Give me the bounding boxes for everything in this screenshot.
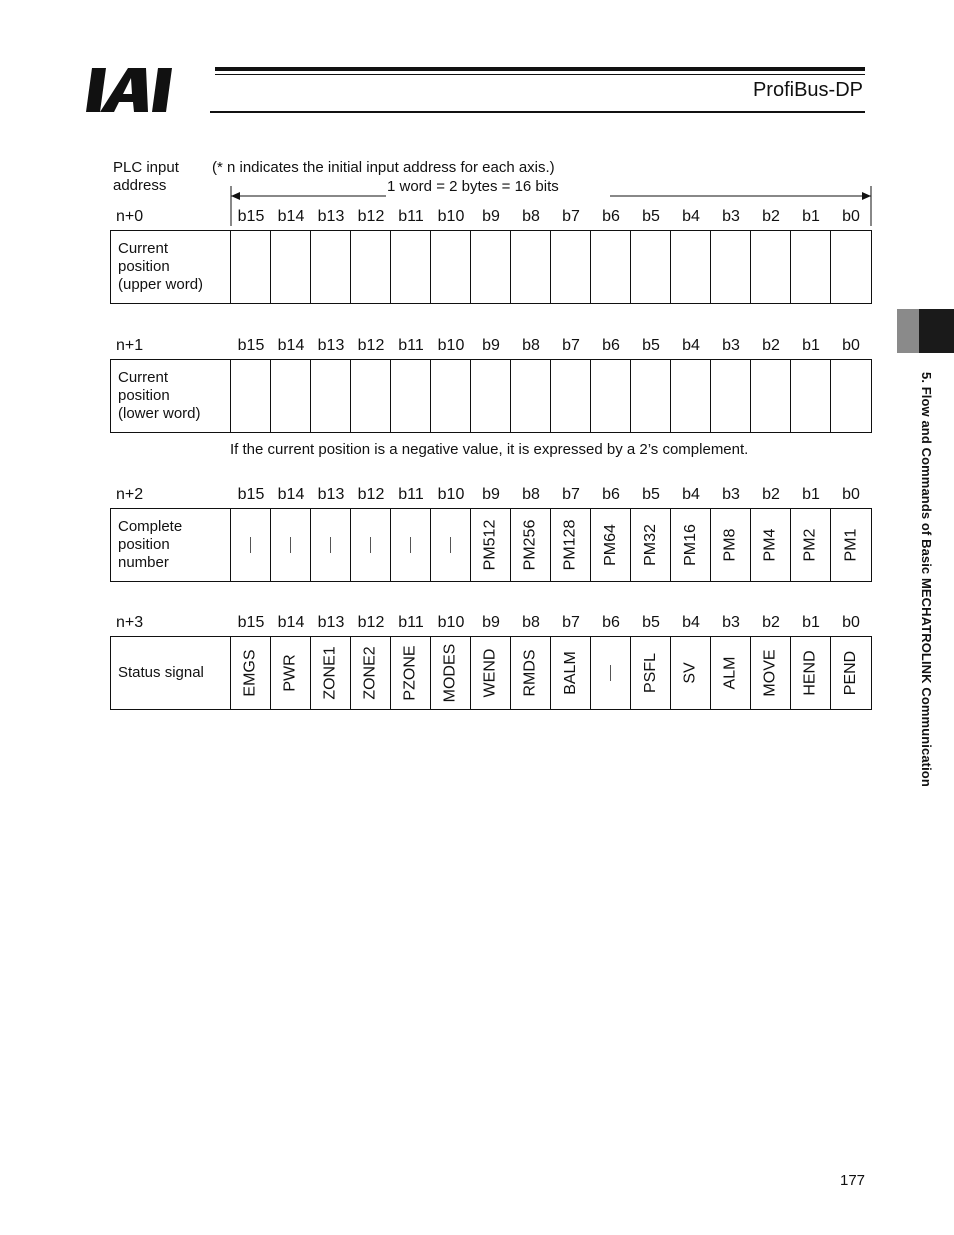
bit-label: b9 xyxy=(482,486,500,503)
bit-label: b12 xyxy=(357,486,385,503)
description-line: number xyxy=(118,554,169,571)
bit-cell xyxy=(391,637,431,709)
bit-signal-name: PZONE xyxy=(401,645,419,701)
bit-label: b15 xyxy=(237,337,265,354)
bit-signal-name: ZONE1 xyxy=(321,646,339,700)
bit-labels xyxy=(231,337,872,355)
bit-signal-name: SV xyxy=(681,662,699,684)
bit-cell xyxy=(511,231,551,303)
bit-label: b9 xyxy=(482,614,500,631)
description-line: Complete xyxy=(118,518,183,535)
bit-signal-name: ZONE2 xyxy=(361,646,379,700)
bit-signal-name: BALM xyxy=(561,651,579,695)
bit-cell xyxy=(311,509,351,581)
chapter-tab-light xyxy=(897,309,919,353)
bit-cell xyxy=(711,509,751,581)
bit-cell xyxy=(791,360,831,432)
bit-cell xyxy=(471,231,511,303)
bit-cell xyxy=(391,509,431,581)
bit-label: b13 xyxy=(317,337,345,354)
bit-label: b3 xyxy=(722,614,740,631)
unused-bit-mark xyxy=(610,665,611,681)
bit-cell xyxy=(591,637,631,709)
bit-cell xyxy=(751,231,791,303)
bit-cell xyxy=(391,360,431,432)
bit-label: b11 xyxy=(398,614,424,631)
bit-label: b10 xyxy=(437,614,465,631)
register-table xyxy=(110,508,872,582)
bit-signal-name: HEND xyxy=(801,650,819,696)
description-line: (upper word) xyxy=(118,276,204,293)
bit-cell xyxy=(831,509,871,581)
bit-label: b1 xyxy=(802,486,820,503)
bit-cell xyxy=(391,231,431,303)
iai-logo xyxy=(86,66,204,114)
register-n2 xyxy=(110,486,872,582)
bit-label: b15 xyxy=(237,614,265,631)
bit-label: b7 xyxy=(562,486,580,503)
bit-signal-name: PM512 xyxy=(481,519,499,571)
description-line: position xyxy=(118,387,170,404)
bit-cell xyxy=(431,637,471,709)
bit-cell xyxy=(311,360,351,432)
bit-cell xyxy=(671,637,711,709)
bit-cell xyxy=(311,637,351,709)
bit-signal-name: PEND xyxy=(842,650,860,696)
description-line: position xyxy=(118,536,170,553)
bit-cell xyxy=(791,509,831,581)
bit-cell xyxy=(751,509,791,581)
bit-signal-name: RMDS xyxy=(521,649,539,697)
bit-cell xyxy=(791,231,831,303)
bit-cell xyxy=(471,637,511,709)
register-description xyxy=(111,231,231,303)
unused-bit-mark xyxy=(290,537,291,553)
chapter-title: 5. Flow and Commands of Basic MECHATROLINK Communication xyxy=(919,372,934,787)
bit-signal-name: PWR xyxy=(281,654,299,692)
bit-cell xyxy=(351,231,391,303)
bit-cell xyxy=(791,637,831,709)
bit-label: b6 xyxy=(602,486,620,503)
bit-cell xyxy=(231,637,271,709)
bit-label: b14 xyxy=(277,208,305,225)
bit-cell xyxy=(351,509,391,581)
register-address: n+1 xyxy=(116,337,144,354)
bit-signal-name: MODES xyxy=(441,643,459,703)
bit-cell xyxy=(271,637,311,709)
description-line: position xyxy=(118,258,170,275)
register-table xyxy=(110,359,872,433)
bit-cell xyxy=(551,509,591,581)
bit-label: b0 xyxy=(842,208,860,225)
description-line: Current xyxy=(118,240,169,257)
bit-cell xyxy=(631,231,671,303)
bit-signal-name: PM2 xyxy=(801,528,819,562)
bit-cell xyxy=(271,360,311,432)
bit-signal-name: EMGS xyxy=(241,649,259,697)
bit-cell xyxy=(511,360,551,432)
bit-cell xyxy=(511,637,551,709)
bit-label: b8 xyxy=(522,486,540,503)
bit-label: b15 xyxy=(237,486,265,503)
bit-label: b13 xyxy=(317,486,345,503)
header-rule-bottom xyxy=(210,111,865,113)
bit-label: b8 xyxy=(522,208,540,225)
bit-label: b0 xyxy=(842,486,860,503)
bit-cell xyxy=(271,231,311,303)
header-title: ProfiBus-DP xyxy=(752,79,863,101)
unused-bit-mark xyxy=(410,537,411,553)
bit-labels xyxy=(231,486,872,504)
bit-label: b7 xyxy=(562,337,580,354)
bit-label: b12 xyxy=(357,337,385,354)
bit-label: b10 xyxy=(437,208,465,225)
register-address: n+2 xyxy=(116,486,144,503)
bit-cell xyxy=(351,637,391,709)
bit-cell xyxy=(831,637,871,709)
header-rule-thin xyxy=(215,74,865,75)
bit-label: b2 xyxy=(762,208,780,225)
bit-label: b10 xyxy=(437,337,465,354)
bit-signal-name: PM128 xyxy=(561,519,579,571)
bit-cell xyxy=(431,509,471,581)
bit-label: b12 xyxy=(357,614,385,631)
bit-label: b10 xyxy=(437,486,465,503)
bit-label: b6 xyxy=(602,208,620,225)
bit-cell xyxy=(711,637,751,709)
bit-label: b7 xyxy=(562,614,580,631)
bit-cell xyxy=(751,360,791,432)
address-note: (* n indicates the initial input address for each axis.) xyxy=(212,159,555,176)
bit-signal-name: PM16 xyxy=(681,524,699,566)
bit-cell xyxy=(311,231,351,303)
bit-signal-name: PM256 xyxy=(521,519,539,571)
bit-label: b14 xyxy=(277,486,305,503)
bit-label: b3 xyxy=(722,337,740,354)
bit-label: b1 xyxy=(802,337,820,354)
bit-label: b11 xyxy=(398,208,424,225)
bit-cell xyxy=(591,231,631,303)
bit-cell xyxy=(751,637,791,709)
bit-label: b7 xyxy=(562,208,580,225)
bit-label: b8 xyxy=(522,614,540,631)
register-header xyxy=(110,208,872,230)
bit-cell xyxy=(431,360,471,432)
register-n3 xyxy=(110,614,872,710)
bit-cell xyxy=(591,509,631,581)
bit-labels xyxy=(231,614,872,632)
chapter-tab-dark xyxy=(919,309,954,353)
word-size-label: 1 word = 2 bytes = 16 bits xyxy=(387,178,559,195)
bit-cell xyxy=(351,360,391,432)
bit-label: b4 xyxy=(682,337,700,354)
register-description xyxy=(111,360,231,432)
bit-cell xyxy=(631,637,671,709)
bit-label: b1 xyxy=(802,614,820,631)
bit-label: b9 xyxy=(482,208,500,225)
bit-label: b3 xyxy=(722,208,740,225)
bit-label: b12 xyxy=(357,208,385,225)
bit-label: b5 xyxy=(642,208,660,225)
register-table xyxy=(110,636,872,710)
bit-signal-name: PM1 xyxy=(842,528,859,562)
bit-label: b6 xyxy=(602,614,620,631)
bit-cell xyxy=(231,231,271,303)
bit-label: b2 xyxy=(762,337,780,354)
bit-label: b1 xyxy=(802,208,820,225)
bit-cell xyxy=(631,509,671,581)
register-address: n+3 xyxy=(116,614,144,631)
bit-label: b11 xyxy=(398,486,424,503)
register-description xyxy=(111,637,231,709)
unused-bit-mark xyxy=(250,537,251,553)
bit-cell xyxy=(511,509,551,581)
bit-label: b11 xyxy=(398,337,424,354)
bit-label: b13 xyxy=(317,614,345,631)
bit-signal-name: MOVE xyxy=(761,649,779,697)
bit-label: b15 xyxy=(237,208,265,225)
bit-label: b13 xyxy=(317,208,345,225)
bit-signal-name: WEND xyxy=(481,648,499,698)
bit-label: b2 xyxy=(762,486,780,503)
bit-label: b4 xyxy=(682,208,700,225)
page-number: 177 xyxy=(840,1172,866,1189)
bit-label: b4 xyxy=(682,486,700,503)
header-rule-thick xyxy=(215,67,865,71)
bit-cell xyxy=(591,360,631,432)
bit-label: b8 xyxy=(522,337,540,354)
bit-cell xyxy=(671,231,711,303)
bit-label: b5 xyxy=(642,486,660,503)
description-line: (lower word) xyxy=(118,405,201,422)
unused-bit-mark xyxy=(330,537,331,553)
bit-cell xyxy=(471,509,511,581)
bit-signal-name: ALM xyxy=(721,656,739,690)
description-line: Current xyxy=(118,369,169,386)
bit-cell xyxy=(551,231,591,303)
bit-label: b5 xyxy=(642,614,660,631)
register-address: n+0 xyxy=(116,208,144,225)
bit-cell xyxy=(831,231,871,303)
bit-label: b5 xyxy=(642,337,660,354)
bit-cell xyxy=(631,360,671,432)
bit-cell xyxy=(671,360,711,432)
bit-signal-name: PM8 xyxy=(721,528,739,562)
bit-cell xyxy=(231,509,271,581)
negative-value-note: If the current position is a negative value, it is expressed by a 2’s complement. xyxy=(230,441,749,458)
bit-signal-name: PM64 xyxy=(601,524,619,566)
bit-cell xyxy=(271,509,311,581)
description-line: Status signal xyxy=(118,664,204,681)
bit-signal-name: PSFL xyxy=(641,652,659,694)
bit-label: b14 xyxy=(277,614,305,631)
register-n1 xyxy=(110,337,872,433)
bit-label: b9 xyxy=(482,337,500,354)
bit-cell xyxy=(471,360,511,432)
plc-input-address-label: PLC input address xyxy=(113,159,179,194)
bit-cell xyxy=(831,360,871,432)
unused-bit-mark xyxy=(370,537,371,553)
register-header xyxy=(110,486,872,508)
bit-cell xyxy=(551,360,591,432)
bit-label: b3 xyxy=(722,486,740,503)
bit-cell xyxy=(671,509,711,581)
register-n0 xyxy=(110,208,872,304)
bit-label: b6 xyxy=(602,337,620,354)
bit-label: b0 xyxy=(842,614,860,631)
unused-bit-mark xyxy=(450,537,451,553)
register-header xyxy=(110,614,872,636)
bit-cell xyxy=(231,360,271,432)
bit-labels xyxy=(231,208,872,226)
bit-signal-name: PM32 xyxy=(641,524,659,566)
bit-label: b0 xyxy=(842,337,860,354)
register-header xyxy=(110,337,872,359)
bit-label: b4 xyxy=(682,614,700,631)
bit-label: b2 xyxy=(762,614,780,631)
bit-signal-name: PM4 xyxy=(761,528,779,562)
bit-cell xyxy=(431,231,471,303)
register-description xyxy=(111,509,231,581)
bit-cell xyxy=(711,360,751,432)
bit-cell xyxy=(711,231,751,303)
bit-cell xyxy=(551,637,591,709)
bit-label: b14 xyxy=(277,337,305,354)
register-table xyxy=(110,230,872,304)
